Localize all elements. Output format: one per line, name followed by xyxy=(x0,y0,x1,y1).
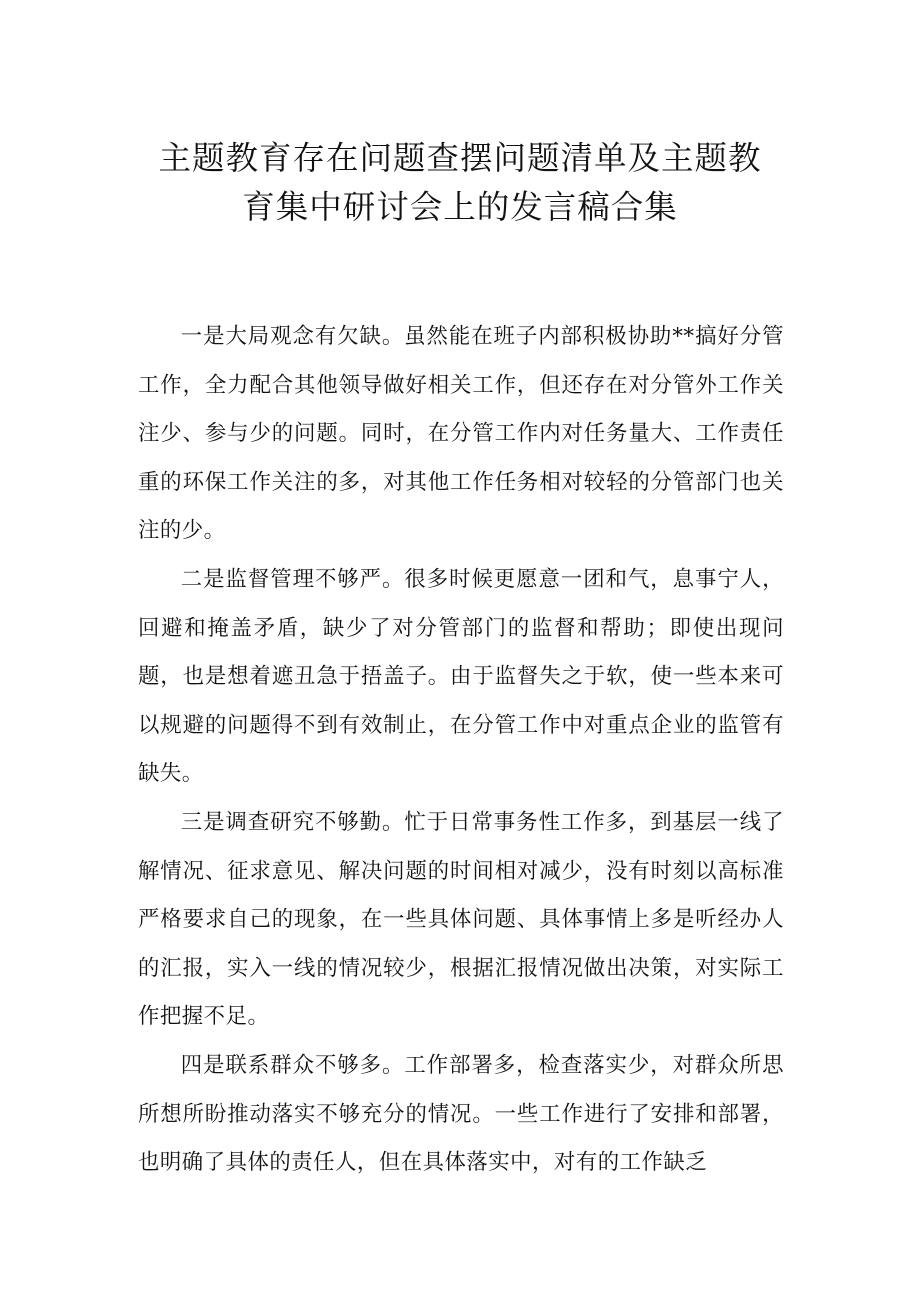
title-line-1: 主题教育存在问题查摆问题清单及主题教 xyxy=(158,139,762,177)
title-line-2: 育集中研讨会上的发言稿合集 xyxy=(242,188,678,226)
paragraph-1: 一是大局观念有欠缺。虽然能在班子内部积极协助**搞好分管工作，全力配合其他领导做好相关工作，但还存在对分管外工作关注少、参与少的问题。同时，在分管工作内对任务量大、工作责任重的环保工作关注的多，对其他工作任务相对较轻的分管部门也关注的少。 xyxy=(138,324,784,543)
paragraph-4: 四是联系群众不够多。工作部署多，检查落实少，对群众所思所想所盼推动落实不够充分的情况。一些工作进行了安排和部署，也明确了具体的责任人，但在具体落实中，对有的工作缺乏 xyxy=(138,1053,784,1175)
paragraph-2: 二是监督管理不够严。很多时候更愿意一团和气，息事宁人，回避和掩盖矛盾，缺少了对分管部门的监督和帮助；即使出现问题，也是想着遮丑急于捂盖子。由于监督失之于软，使一些本来可以规避的问题得不到有效制止，在分管工作中对重点企业的监管有缺失。 xyxy=(138,567,784,786)
document-title xyxy=(130,134,790,232)
paragraph-3: 三是调查研究不够勤。忙于日常事务性工作多，到基层一线了解情况、征求意见、解决问题的时间相对减少，没有时刻以高标准严格要求自己的现象，在一些具体问题、具体事情上多是听经办人的汇报，实入一线的情况较少，根据汇报情况做出决策，对实际工作把握不足。 xyxy=(138,810,784,1029)
